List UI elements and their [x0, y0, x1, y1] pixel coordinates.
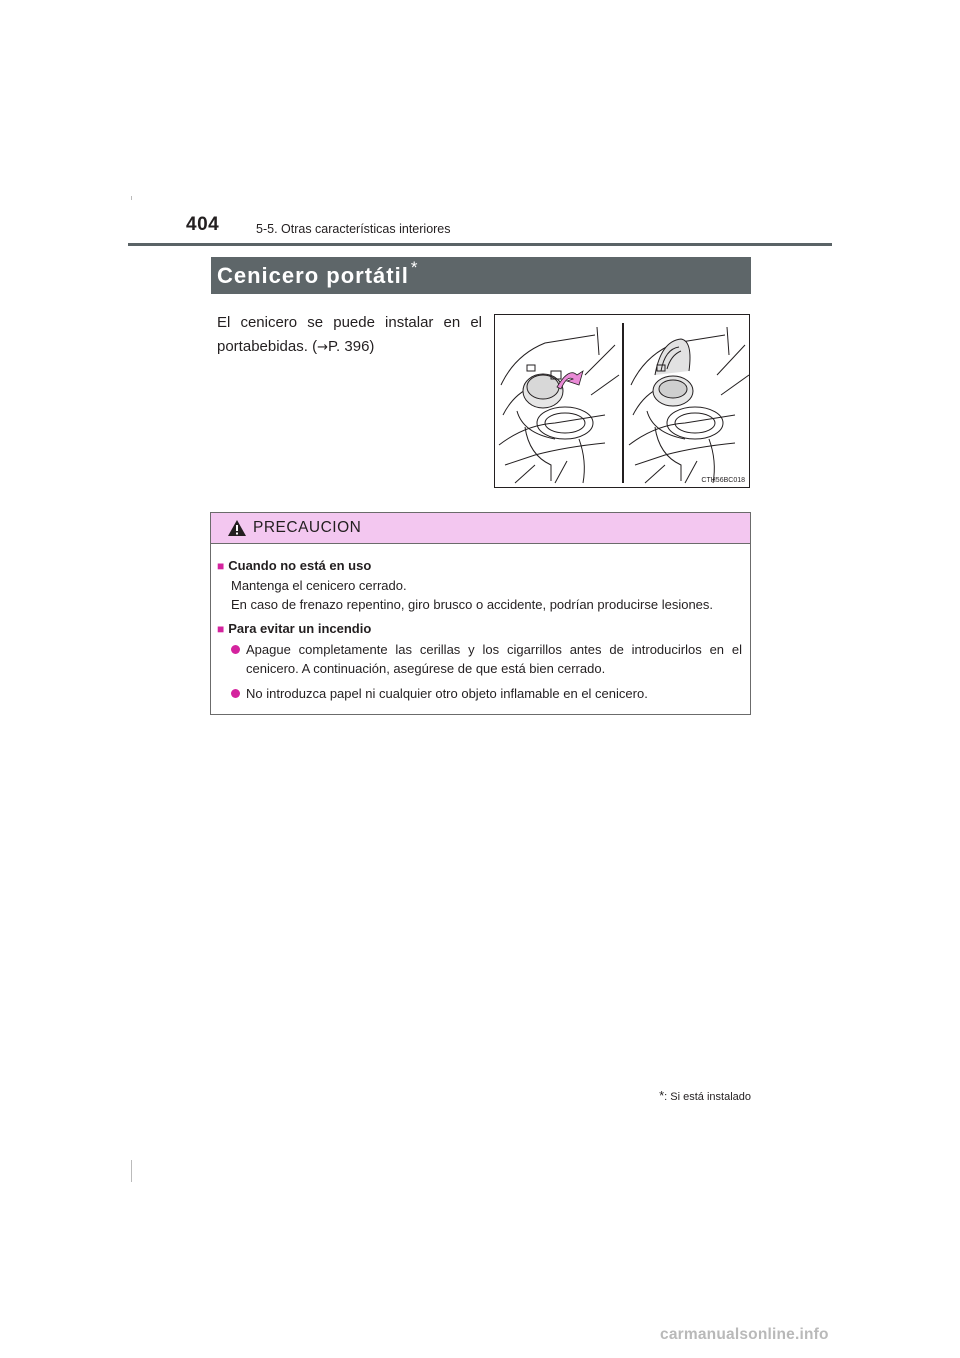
caution-title: PRECAUCION	[253, 519, 362, 536]
warning-triangle-icon	[227, 519, 247, 537]
ashtray-drawing	[495, 315, 751, 489]
caution-header	[211, 513, 750, 544]
caution-group	[217, 556, 742, 614]
round-bullet-icon	[231, 645, 240, 654]
caution-box	[210, 512, 751, 715]
crop-mark	[131, 1160, 132, 1182]
caution-bullet-item	[217, 640, 742, 678]
watermark: carmanualsonline.info	[660, 1326, 829, 1343]
caution-heading-text: Cuando no está en uso	[228, 558, 372, 573]
square-bullet-icon: ■	[217, 559, 225, 573]
footnote-text: : Si está instalado	[664, 1091, 751, 1103]
round-bullet-icon	[231, 689, 240, 698]
ashtray-illustration	[494, 314, 750, 488]
caution-heading-text: Para evitar un incendio	[228, 621, 372, 636]
intro-text: El cenicero se puede instalar en el portabebidas. (	[217, 314, 482, 355]
section-reference: 5-5. Otras características interiores	[256, 222, 451, 236]
footnote-asterisk: *	[659, 1088, 665, 1103]
section-title-band	[211, 257, 751, 294]
caution-line: En caso de frenazo repentino, giro brusco o accidente, podrían producirse lesiones.	[231, 597, 714, 612]
square-bullet-icon: ■	[217, 622, 225, 636]
caution-group	[217, 619, 742, 703]
crop-mark	[131, 196, 132, 200]
header-rule	[128, 243, 832, 246]
intro-paragraph	[217, 311, 482, 360]
caution-line: Mantenga el cenicero cerrado.	[231, 578, 407, 593]
caution-bullet-text: No introduzca papel ni cualquier otro objeto inflamable en el cenicero.	[246, 686, 648, 701]
page-number: 404	[186, 214, 220, 235]
caution-bullet-text: Apague completamente las cerillas y los cigarrillos antes de introducirlos en el cenicero. A continuación, asegúrese de que está bien cerrado.	[246, 642, 742, 676]
arrow-icon: →	[317, 340, 328, 355]
page-link[interactable]: P. 396)	[327, 338, 375, 355]
caution-group-heading	[217, 619, 742, 639]
section-title: Cenicero portátil	[217, 262, 409, 288]
caution-bullet-item	[217, 684, 742, 703]
caution-group-heading	[217, 556, 742, 576]
caution-body	[211, 544, 750, 703]
title-asterisk: *	[410, 257, 418, 277]
figure-code: CTH56BC018	[701, 477, 745, 484]
footnote	[659, 1088, 751, 1103]
